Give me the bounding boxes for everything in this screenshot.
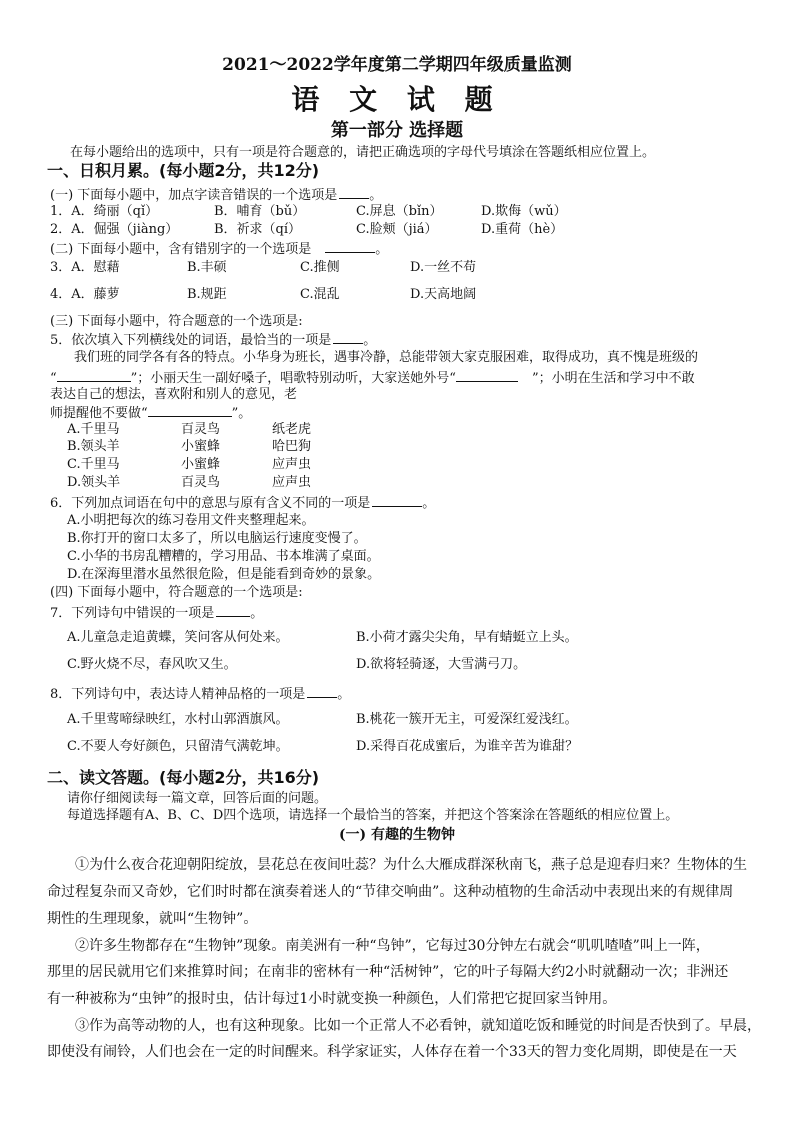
q5-option-b-2: 小蜜蜂 [181, 439, 221, 454]
q5-passage-mid: ”；小丽天生一副好嗓子，唱歌特别动听，大家送她外号“ [130, 371, 456, 386]
quote-close: ”。 [231, 406, 252, 421]
q5-passage-line4-text: 师提醒他不要做“ [50, 406, 148, 421]
section-two-heading: 二、读文答题。(每小题2分，共16分) [47, 768, 320, 787]
q7-option-d: D.欲将轻骑逐，大雪满弓刀。 [356, 657, 527, 672]
section-two-instruction-2: 每道选择题有A、B、C、D四个选项，请选择一个最恰当的答案，并把这个答案涂在答题纸的相应位置上。 [67, 808, 679, 823]
answer-blank [307, 685, 337, 698]
q4-option-a: 4．A．藤萝 [50, 287, 120, 302]
q5-stem: 5．依次填入下列横线处的词语，最恰当的一项是 。 [50, 333, 377, 348]
q2-option-b: B．祈求（qí） [214, 222, 302, 237]
q5-stem-text: 5．依次填入下列横线处的词语，最恰当的一项是 [50, 333, 332, 348]
q8-option-a: A.千里莺啼绿映红，水村山郭酒旗风。 [67, 712, 289, 727]
q6-stem-text: 6．下列加点词语在句中的意思与原有含义不同的一项是 [50, 496, 371, 511]
q7-option-a: A.儿童急走追黄蝶，笑问客从何处来。 [67, 630, 289, 645]
answer-blank [148, 404, 232, 417]
answer-blank [216, 604, 250, 617]
q1-option-a: 1．A．绮丽（qǐ） [50, 204, 159, 219]
q4-option-c: C.混乱 [300, 287, 340, 302]
section-one-heading: 一、日积月累。(每小题2分，共12分) [47, 161, 320, 180]
q7-stem: 7．下列诗句中错误的一项是 。 [50, 606, 264, 621]
q5-option-d-2: 百灵鸟 [181, 475, 221, 490]
q3-option-d: D.一丝不苟 [410, 260, 477, 275]
q5-option-c-2: 小蜜蜂 [181, 457, 221, 472]
q5-option-b-3: 哈巴狗 [272, 439, 312, 454]
q6-option-b: B.你打开的窗口太多了，所以电脑运行速度变慢了。 [67, 531, 367, 546]
q5-option-b-1: B.领头羊 [67, 439, 120, 454]
subject-title: 语 文 试 题 [291, 83, 503, 116]
q7-stem-text: 7．下列诗句中错误的一项是 [50, 606, 215, 621]
q5-option-a-3: 纸老虎 [272, 422, 312, 437]
article-line: 命过程复杂而又奇妙，它们时时都在演奏着迷人的“节律交响曲”。这种动植物的生命活动中表现出来的有规律周 [47, 884, 734, 900]
article-line: 那里的居民就用它们来推算时间；在南非的密林有一种“活树钟”，它的叶子每隔大约2小时就翻动一次；非洲还 [47, 964, 729, 980]
article-title: (一) 有趣的生物钟 [338, 827, 456, 843]
answer-blank [339, 186, 369, 199]
group-two-text: (二) 下面每小题中，含有错别字的一个选项是 [50, 242, 312, 257]
q8-option-c: C.不要人夸好颜色，只留清气满乾坤。 [67, 739, 289, 754]
q8-stem: 8．下列诗句中，表达诗人精神品格的一项是 。 [50, 687, 351, 702]
q2-option-d: D.重荷（hè） [481, 222, 564, 237]
q4-option-b: B.规距 [187, 287, 227, 302]
article-line: 即使没有闹铃，人们也会在一定的时间醒来。科学家证实，人体存在着一个33天的智力变化周期，即使是在一天 [47, 1044, 737, 1060]
q5-option-d-3: 应声虫 [272, 475, 312, 490]
q8-stem-text: 8．下列诗句中，表达诗人精神品格的一项是 [50, 687, 306, 702]
answer-blank [325, 240, 375, 253]
section-two-instruction-1: 请你仔细阅读每一篇文章，回答后面的问题。 [67, 791, 328, 806]
group-three-stem: (三) 下面每小题中，符合题意的一个选项是: [50, 314, 303, 329]
q6-stem: 6．下列加点词语在句中的意思与原有含义不同的一项是 。 [50, 496, 436, 511]
q3-option-a: 3．A．慰藉 [50, 260, 120, 275]
q5-passage-line1: 我们班的同学各有各的特点。小华身为班长，遇事冷静，总能带领大家克服困难，取得成功，真不愧是班级的 [74, 350, 699, 365]
q5-passage-line2 [50, 369, 695, 387]
quote-open: “ [50, 371, 57, 386]
q4-option-d: D.天高地阔 [410, 287, 477, 302]
q8-option-b: B.桃花一簇开无主，可爱深红爱浅红。 [356, 712, 578, 727]
article-line: 有一种被称为“虫钟”的报时虫，估计每过1小时就变换一种颜色，人们常把它捉回家当钟用。 [47, 991, 617, 1007]
q5-passage-end: ”；小明在生活和学习中不敢 [531, 371, 695, 386]
group-four-stem: (四) 下面每小题中，符合题意的一个选项是: [50, 585, 303, 600]
q5-option-c-3: 应声虫 [272, 457, 312, 472]
q2-option-a: 2．A．倔强（jiàng） [50, 222, 179, 237]
q1-option-d: D.欺侮（wǔ） [481, 204, 567, 219]
q5-passage-line3: 表达自己的想法，喜欢附和别人的意见，老 [50, 387, 298, 402]
q1-option-c: C.屏息（bǐn） [356, 204, 443, 219]
q6-option-d: D.在深海里潜水虽然很危险，但是能看到奇妙的景象。 [67, 567, 381, 582]
article-line: ②许多生物都存在“生物钟”现象。南美洲有一种“鸟钟”，它每过30分钟左右就会“叽叽喳喳”叫上一阵， [75, 938, 710, 954]
q1-option-b: B．哺育（bǔ） [214, 204, 306, 219]
q5-option-a-2: 百灵鸟 [181, 422, 221, 437]
answer-blank [333, 331, 363, 344]
q3-option-c: C.推侧 [300, 260, 340, 275]
article-line: 期性的生理现象，就叫“生物钟”。 [47, 911, 258, 927]
q8-option-d: D.采得百花成蜜后，为谁辛苦为谁甜？ [356, 739, 579, 754]
article-line: ③作为高等动物的人，也有这种现象。比如一个正常人不必看钟，就知道吃饭和睡觉的时间是否快到了。早晨， [75, 1018, 761, 1034]
answer-blank [372, 494, 422, 507]
q5-option-a-1: A.千里马 [67, 422, 120, 437]
q2-option-c: C.脸颊（jiá） [356, 222, 438, 237]
q5-passage-line4 [50, 404, 251, 422]
exam-header: 2021～2022学年度第二学期四年级质量监测 [222, 55, 572, 75]
group-two-stem: (二) 下面每小题中，含有错别字的一个选项是 。 [50, 242, 389, 257]
q6-option-c: C.小华的书房乱糟糟的，学习用品、书本堆满了桌面。 [67, 549, 380, 564]
q5-option-c-1: C.千里马 [67, 457, 120, 472]
q5-option-d-1: D.领头羊 [67, 475, 121, 490]
group-one-stem: (一) 下面每小题中，加点字读音错误的一个选项是 。 [50, 188, 383, 203]
answer-blank [456, 369, 518, 382]
group-one-text: (一) 下面每小题中，加点字读音错误的一个选项是 [50, 188, 338, 203]
answer-blank [57, 369, 131, 382]
article-line: ①为什么夜合花迎朝阳绽放，昙花总在夜间吐蕊？为什么大雁成群深秋南飞，燕子总是迎春归来？生物体的生 [75, 857, 747, 873]
part-one-title: 第一部分 选择题 [330, 120, 464, 141]
instruction: 在每小题给出的选项中，只有一项是符合题意的，请把正确选项的字母代号填涂在答题纸相应位置上。 [70, 145, 656, 160]
q7-option-c: C.野火烧不尽，春风吹又生。 [67, 657, 237, 672]
q7-option-b: B.小荷才露尖尖角，早有蜻蜓立上头。 [356, 630, 578, 645]
q3-option-b: B.丰硕 [187, 260, 227, 275]
q6-option-a: A.小明把每次的练习卷用文件夹整理起来。 [67, 513, 315, 528]
